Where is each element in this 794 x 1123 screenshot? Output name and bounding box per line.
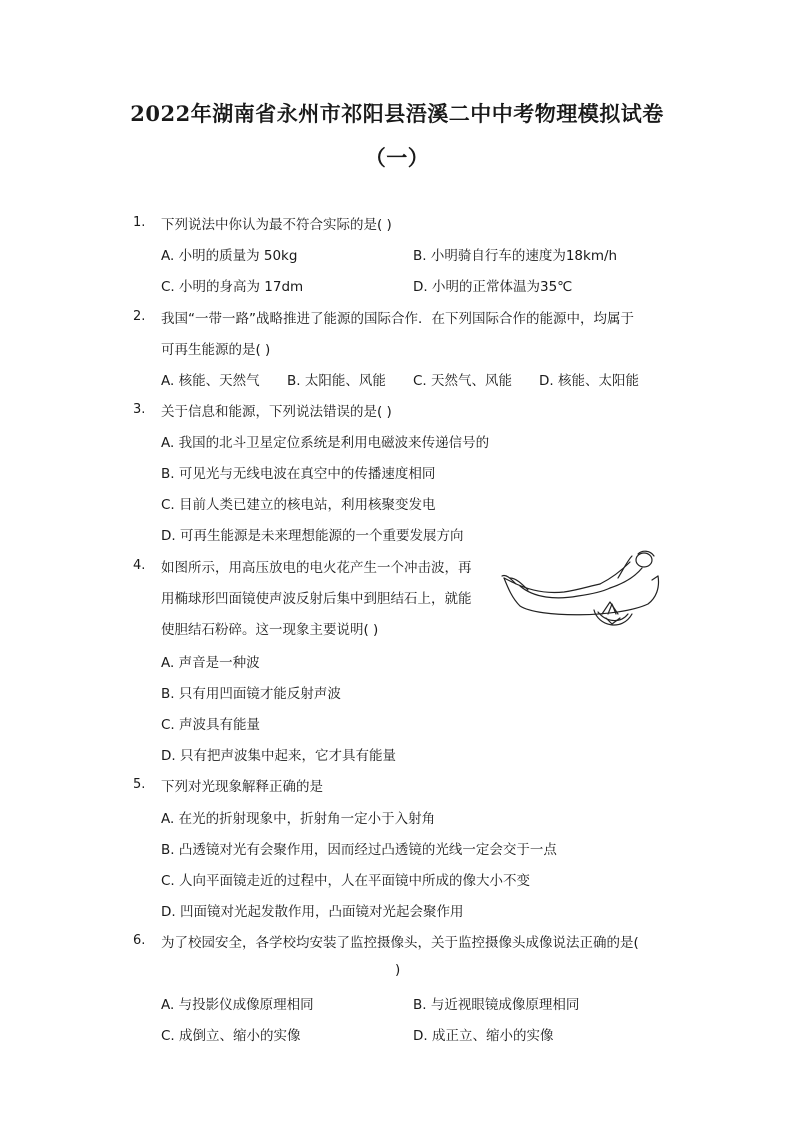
question-2-option-c: C. 天然气、风能 xyxy=(413,373,513,389)
question-6-number: 6. xyxy=(133,933,146,948)
question-5-option-b: B. 凸透镜对光有会聚作用，因而经过凸透镜的光线一定会交于一点 xyxy=(161,842,557,858)
question-5-number: 5. xyxy=(133,777,146,792)
question-2-stem-line2: 可再生能源的是( ) xyxy=(161,342,271,358)
question-2-stem-line1: 我国“一带一路”战略推进了能源的国际合作．在下列国际合作的能源中，均属于 xyxy=(161,311,634,327)
lithotripsy-figure xyxy=(498,548,664,632)
question-6-stem-line2: ) xyxy=(395,962,401,978)
question-2-option-b: B. 太阳能、风能 xyxy=(287,373,386,389)
question-3-option-b: B. 可见光与无线电波在真空中的传播速度相同 xyxy=(161,466,436,482)
question-3-option-c: C. 目前人类已建立的核电站，利用核聚变发电 xyxy=(161,497,436,513)
question-4-number: 4. xyxy=(133,558,146,573)
question-2-option-d: D. 核能、太阳能 xyxy=(539,373,639,389)
question-6-option-a: A. 与投影仪成像原理相同 xyxy=(161,997,314,1013)
question-4-option-a: A. 声音是一种波 xyxy=(161,655,260,671)
exam-title-line1: 2022年湖南省永州市祁阳县浯溪二中中考物理模拟试卷 xyxy=(130,101,664,126)
question-5-option-c: C. 人向平面镜走近的过程中，人在平面镜中所成的像大小不变 xyxy=(161,873,531,889)
question-4-stem-line1: 如图所示，用高压放电的电火花产生一个冲击波，再 xyxy=(161,560,472,576)
question-4-stem-line2: 用椭球形凹面镜使声波反射后集中到胆结石上，就能 xyxy=(161,591,472,607)
question-2-option-a: A. 核能、天然气 xyxy=(161,373,260,389)
question-1-option-a: A. 小明的质量为 50kg xyxy=(161,248,298,264)
question-6-option-c: C. 成倒立、缩小的实像 xyxy=(161,1028,301,1044)
question-5-stem: 下列对光现象解释正确的是 xyxy=(161,779,323,795)
question-3-stem: 关于信息和能源，下列说法错误的是( ) xyxy=(161,404,392,420)
question-3-option-d: D. 可再生能源是未来理想能源的一个重要发展方向 xyxy=(161,528,464,544)
question-1-option-b: B. 小明骑自行车的速度为18km/h xyxy=(413,248,618,264)
question-1-number: 1. xyxy=(133,215,146,230)
exam-title-line2: （一） xyxy=(364,145,430,170)
question-3-number: 3. xyxy=(133,402,146,417)
question-6-option-b: B. 与近视眼镜成像原理相同 xyxy=(413,997,580,1013)
question-6-option-d: D. 成正立、缩小的实像 xyxy=(413,1028,554,1044)
question-6-stem-line1: 为了校园安全，各学校均安装了监控摄像头，关于监控摄像头成像说法正确的是( xyxy=(161,935,639,951)
question-4-option-b: B. 只有用凹面镜才能反射声波 xyxy=(161,686,341,702)
question-3-option-a: A. 我国的北斗卫星定位系统是利用电磁波来传递信号的 xyxy=(161,435,490,451)
question-1-option-c: C. 小明的身高为 17dm xyxy=(161,279,304,295)
question-2-number: 2. xyxy=(133,309,146,324)
question-1-option-d: D. 小明的正常体温为35℃ xyxy=(413,279,573,295)
question-1-stem: 下列说法中你认为最不符合实际的是( ) xyxy=(161,217,392,233)
question-4-option-d: D. 只有把声波集中起来，它才具有能量 xyxy=(161,748,396,764)
question-4-option-c: C. 声波具有能量 xyxy=(161,717,261,733)
question-5-option-d: D. 凹面镜对光起发散作用，凸面镜对光起会聚作用 xyxy=(161,904,464,920)
question-5-option-a: A. 在光的折射现象中，折射角一定小于入射角 xyxy=(161,811,436,827)
question-4-stem-line3: 使胆结石粉碎。这一现象主要说明( ) xyxy=(161,622,379,638)
